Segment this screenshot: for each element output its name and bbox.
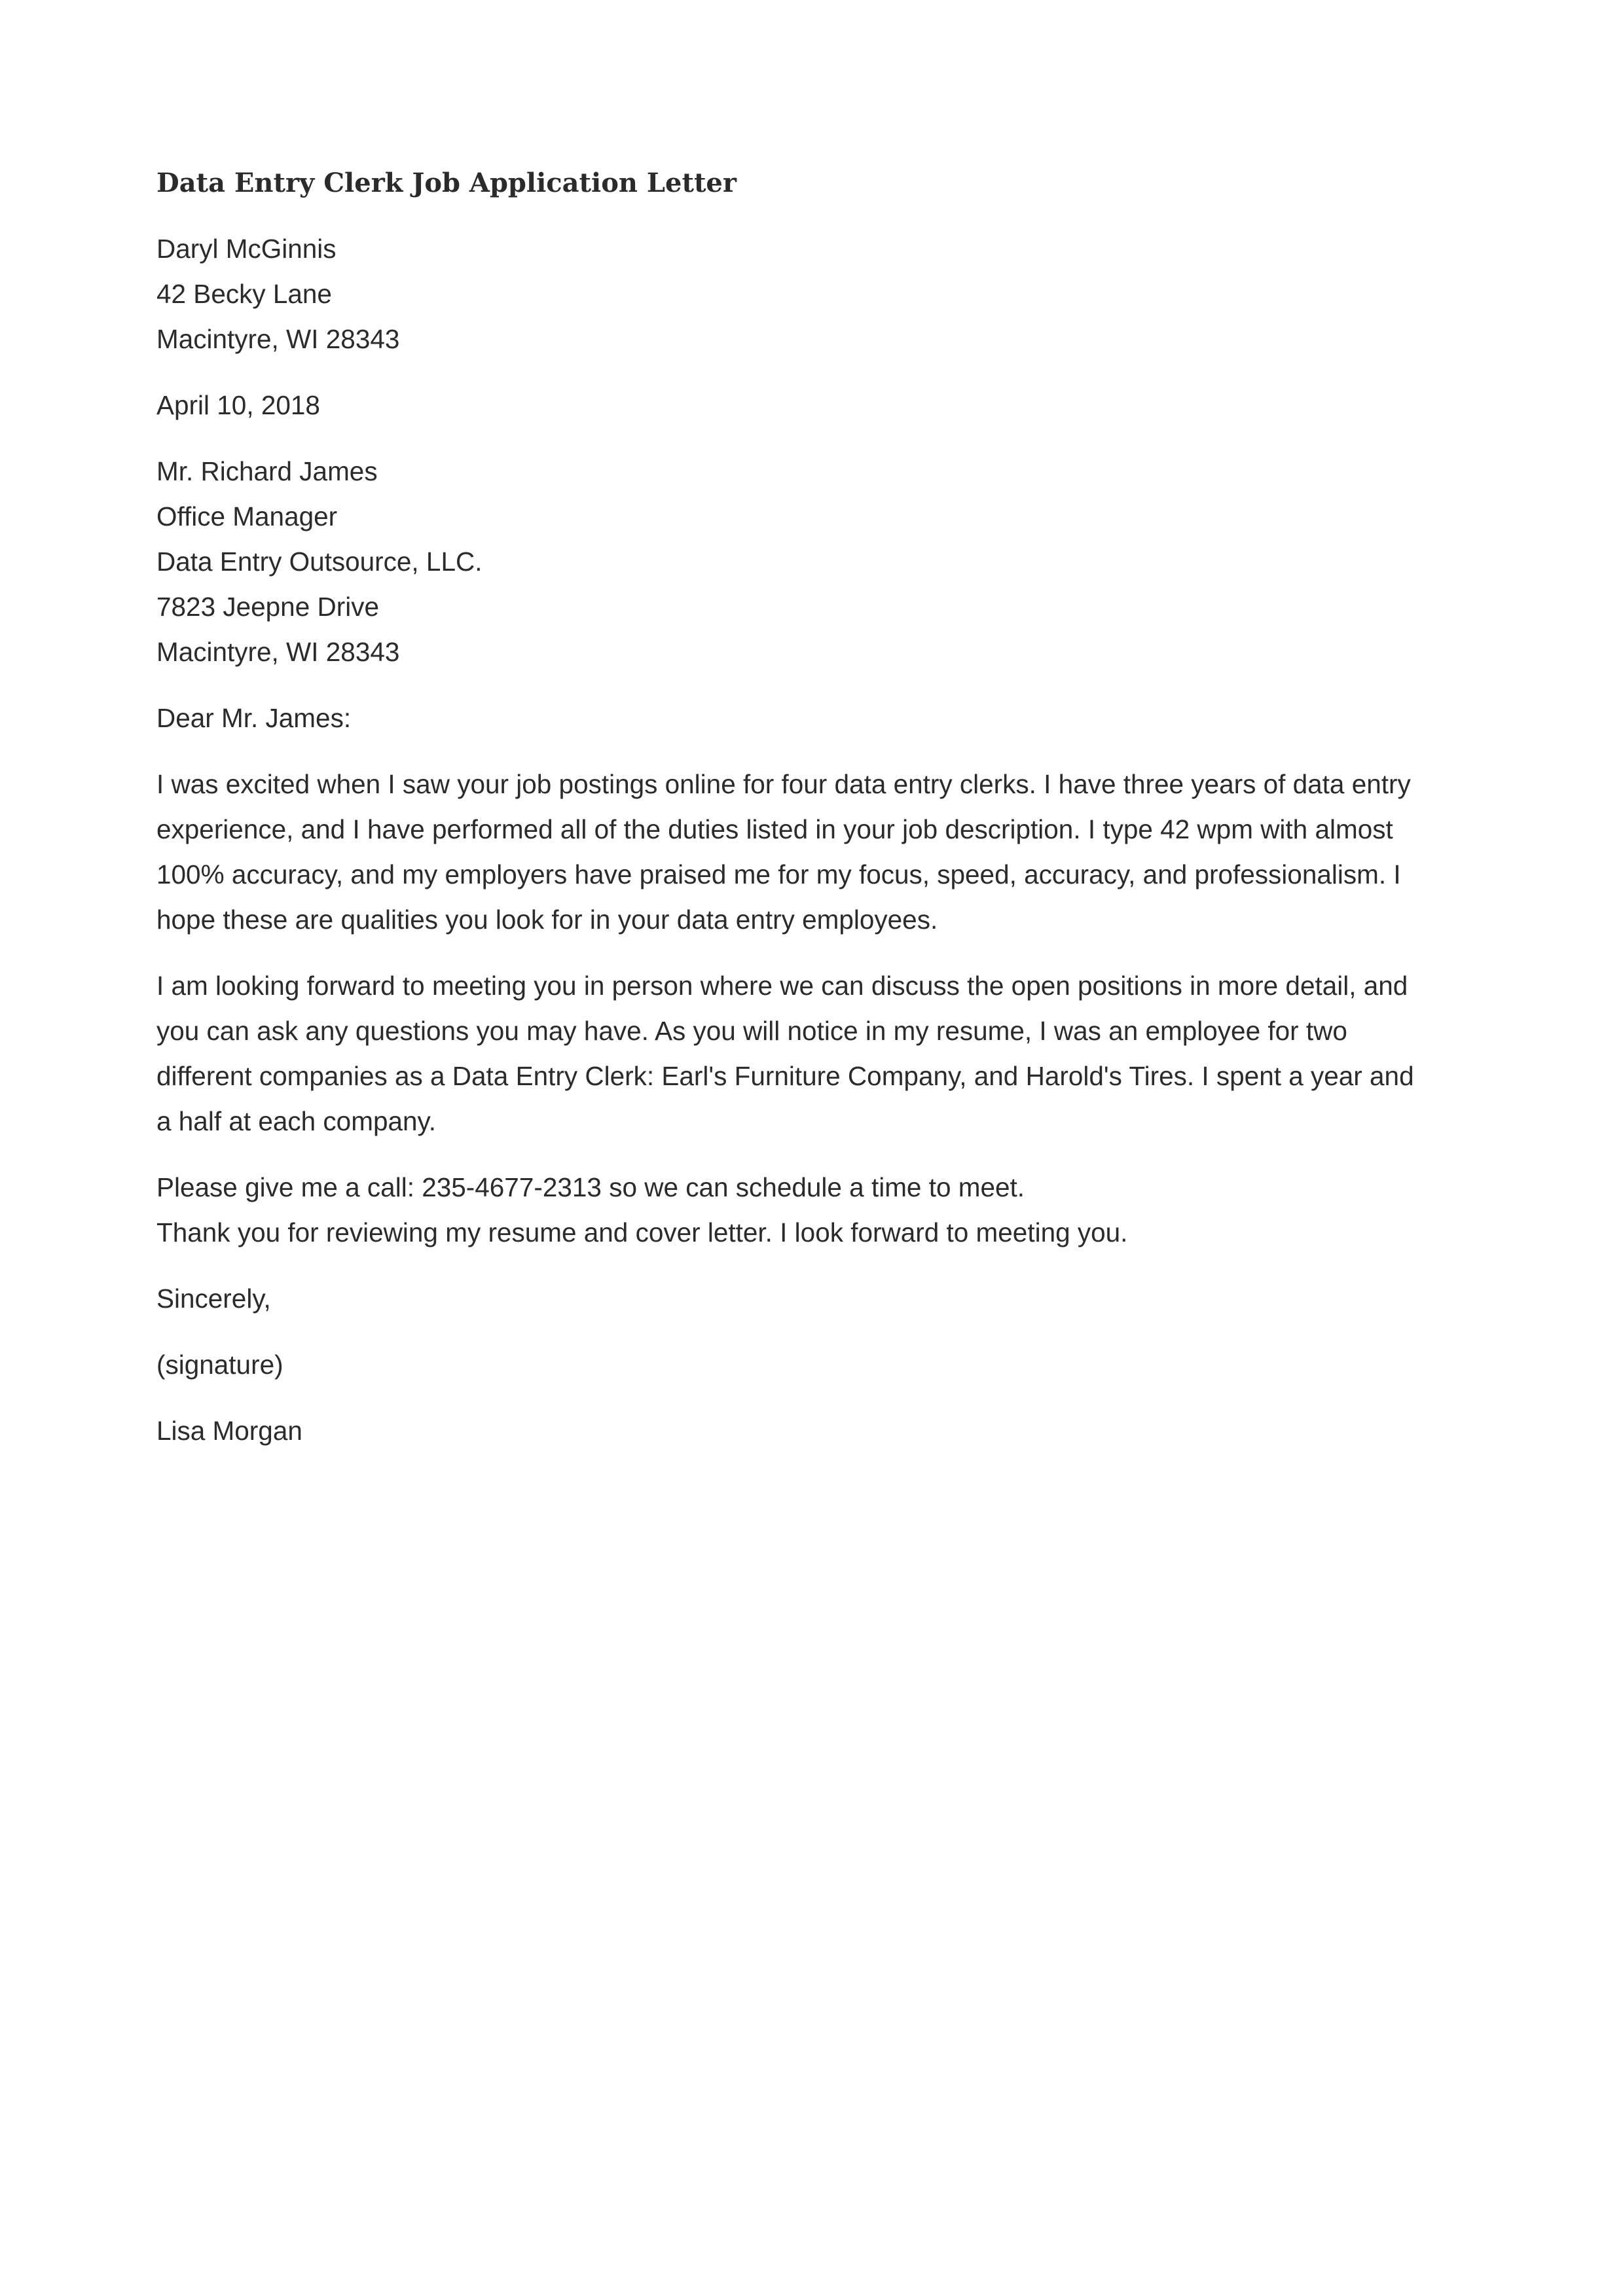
salutation-block [156, 696, 1466, 741]
closing-block [156, 1276, 1466, 1321]
letter-title: Data Entry Clerk Job Application Letter [156, 168, 737, 198]
body-line: Please give me a call: 235-4677-2313 so we can schedule a time to meet. [156, 1172, 1025, 1202]
letter-date-block [156, 383, 1466, 428]
signature-block [156, 1342, 1466, 1388]
closing: Sincerely, [156, 1283, 271, 1314]
sender-address [156, 226, 1466, 362]
salutation: Dear Mr. James: [156, 703, 352, 733]
signer-name: Lisa Morgan [156, 1416, 302, 1446]
recipient-city: Macintyre, WI 28343 [156, 637, 400, 667]
sender-city: Macintyre, WI 28343 [156, 324, 400, 354]
signer-block [156, 1408, 1466, 1454]
letter-date: April 10, 2018 [156, 390, 320, 420]
recipient-title: Office Manager [156, 501, 338, 531]
body-line: hope these are qualities you look for in your data entry employees. [156, 905, 938, 935]
sender-street: 42 Becky Lane [156, 279, 332, 309]
body-line: I was excited when I saw your job postings online for four data entry clerks. I have three years of data entry [156, 769, 1411, 799]
body-line: Thank you for reviewing my resume and cover letter. I look forward to meeting you. [156, 1217, 1128, 1247]
body-paragraph-2 [156, 963, 1466, 1144]
signature: (signature) [156, 1350, 283, 1380]
recipient-company: Data Entry Outsource, LLC. [156, 547, 483, 577]
body-line: a half at each company. [156, 1106, 437, 1136]
body-paragraph-3 [156, 1165, 1466, 1255]
recipient-name: Mr. Richard James [156, 456, 378, 486]
recipient-street: 7823 Jeepne Drive [156, 592, 379, 622]
sender-name: Daryl McGinnis [156, 234, 337, 264]
letter-content [156, 164, 1466, 1475]
body-line: experience, and I have performed all of the duties listed in your job description. I type 42 wpm with almost [156, 814, 1393, 844]
body-paragraph-1 [156, 762, 1466, 942]
body-line: 100% accuracy, and my employers have praised me for my focus, speed, accuracy, and professionalism. I [156, 859, 1401, 889]
recipient-address [156, 449, 1466, 675]
body-line: I am looking forward to meeting you in person where we can discuss the open positions in more detail, and [156, 971, 1408, 1001]
body-line: you can ask any questions you may have. As you will notice in my resume, I was an employee for two [156, 1016, 1347, 1046]
body-line: different companies as a Data Entry Clerk: Earl's Furniture Company, and Harold's Tires. I spent a year and [156, 1061, 1414, 1091]
